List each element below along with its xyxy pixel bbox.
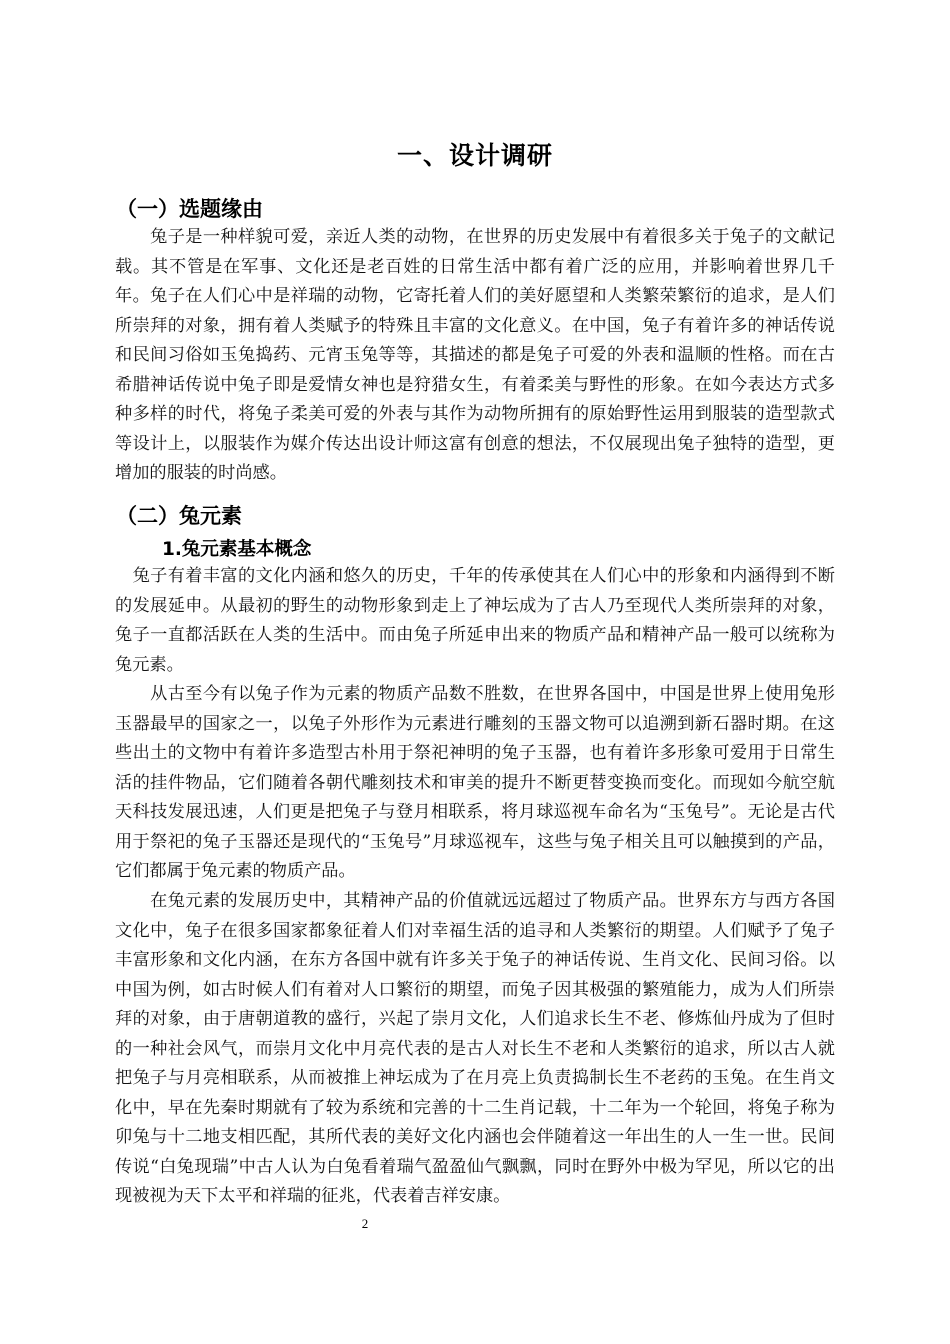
page-number: 2 (361, 1216, 369, 1231)
page-title: 一、设计调研 (396, 141, 553, 170)
paragraph-topic-origin: 兔子是一种样貌可爱，亲近人类的动物，在世界的历史发展中有着很多关于兔子的文献记载。其不管是在军事、文化还是老百姓的日常生活中都有着广泛的应用，并影响着世界几千年。兔子在人们心中是祥瑞的动物，它寄托着人们的美好愿望和人类繁荣繁衍的追求，是人们所崇拜的对象，拥有着人类赋予的特殊且丰富的文化意义。在中国，兔子有着许多的神话传说和民间习俗如玉兔捣药、元宵玉兔等等，其描述的都是兔子可爱的外表和温顺的性格。而在古希腊神话传说中兔子即是爱情女神也是狩猎女生，有着柔美与野性的形象。在如今表达方式多种多样的时代，将兔子柔美可爱的外表与其作为动物所拥有的原始野性运用到服装的造型款式等设计上，以服装作为媒介传达出设计师这富有创意的想法，不仅展现出兔子独特的造型，更增加的服装的时尚感。 (115, 227, 835, 483)
paragraph-concept-intro: 兔子有着丰富的文化内涵和悠久的历史，千年的传承使其在人们心中的形象和内涵得到不断的发展延申。从最初的野生的动物形象到走上了神坛成为了古人乃至现代人类所崇拜的对象，兔子一直都活跃在人类的生活中。而由兔子所延申出来的物质产品和精神产品一般可以统称为兔元素。 (115, 566, 835, 675)
paragraph-material-products: 从古至今有以兔子作为元素的物质产品数不胜数，在世界各国中，中国是世界上使用兔形玉器最早的国家之一，以兔子外形作为元素进行雕刻的玉器文物可以追溯到新石器时期。在这些出土的文物中有着许多造型古朴用于祭祀神明的兔子玉器，也有着许多形象可爱用于日常生活的挂件物品，它们随着各朝代雕刻技术和审美的提升不断更替变换而变化。而现如今航空航天科技发展迅速，人们更是把兔子与登月相联系，将月球巡视车命名为“玉兔号”。无论是古代用于祭祀的兔子玉器还是现代的“玉兔号”月球巡视车，这些与兔子相关且可以触摸到的产品，它们都属于兔元素的物质产品。 (115, 684, 835, 881)
section-heading-rabbit-element: （二）兔元素 (116, 504, 242, 528)
paragraph-spiritual-products: 在兔元素的发展历史中，其精神产品的价值就远远超过了物质产品。世界东方与西方各国文化中，兔子在很多国家都象征着人们对幸福生活的追寻和人类繁衍的期望。人们赋予了兔子丰富形象和文化内涵，在东方各国中就有许多关于兔子的神话传说、生肖文化、民间习俗。以中国为例，如古时候人们有着对人口繁衍的期望，而兔子因其极强的繁殖能力，成为人们所崇拜的对象，由于唐朝道教的盛行，兴起了崇月文化，人们追求长生不老、修炼仙丹成为了但时的一种社会风气，而崇月文化中月亮代表的是古人对长生不老和人类繁衍的追求，所以古人就把兔子与月亮相联系，从而被推上神坛成为了在月亮上负责捣制长生不老药的玉兔。在生肖文化中，早在先秦时期就有了较为系统和完善的十二生肖记载，十二年为一个轮回，将兔子称为卯兔与十二地支相匹配，其所代表的美好文化内涵也会伴随着这一年出生的人一生一世。民间传说“白兔现瑞”中古人认为白兔看着瑞气盈盈仙气飘飘，同时在野外中极为罕见，所以它的出现被视为天下太平和祥瑞的征兆，代表着吉祥安康。 (115, 891, 835, 1206)
section-heading-topic-origin: （一）选题缘由 (116, 197, 263, 221)
subheading-basic-concept: 1.兔元素基本概念 (162, 539, 312, 560)
